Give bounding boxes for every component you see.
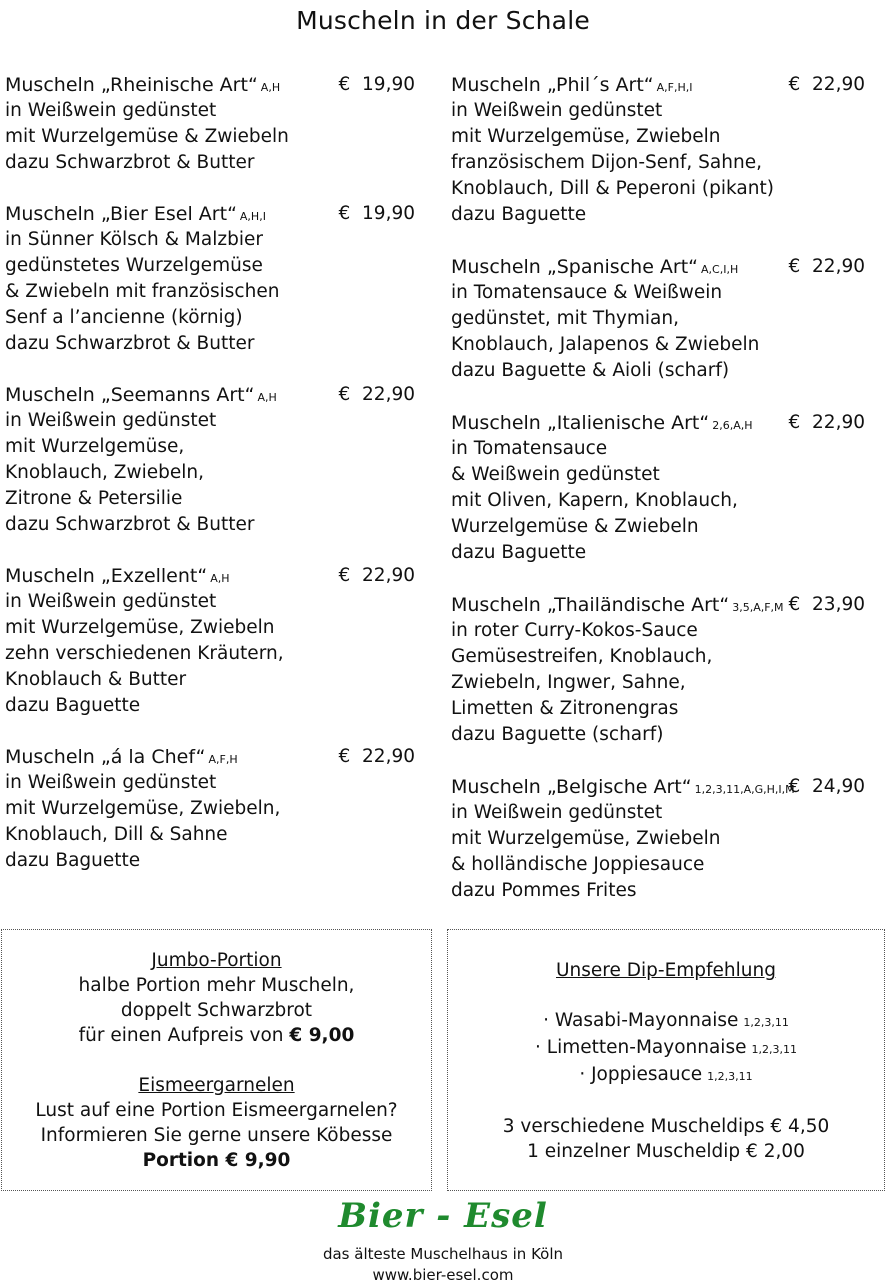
menu-item-description-line: in Weißwein gedünstet — [5, 772, 217, 793]
menu-item-description-line: Zwiebeln, Ingwer, Sahne, — [451, 672, 686, 693]
menu-item — [5, 382, 415, 538]
menu-item-header — [5, 744, 415, 770]
menu-column-left — [5, 72, 415, 874]
menu-item-header — [451, 592, 865, 618]
menu-item-description-line: in Tomatensauce & Weißwein — [451, 282, 723, 303]
menu-item-name: Muscheln „Exzellent“ — [5, 565, 208, 587]
menu-item-name: Muscheln „Spanische Art“ — [451, 256, 699, 278]
menu-item-header — [451, 254, 865, 280]
menu-item-description-line: Knoblauch & Butter — [5, 669, 187, 690]
menu-item-description-line: Wurzelgemüse & Zwiebeln — [451, 516, 699, 537]
menu-item-name: Muscheln „Bier Esel Art“ — [5, 203, 237, 225]
menu-item-description-line: in Weißwein gedünstet — [451, 100, 663, 121]
dip-item-allergens: 1,2,3,11 — [751, 1043, 797, 1056]
dip-offer: 3 verschiedene Muscheldips € 4,50 — [502, 1116, 830, 1137]
jumbo-line — [2, 1023, 431, 1048]
menu-item-header — [5, 72, 415, 98]
menu-item-description-line: mit Wurzelgemüse, Zwiebeln, — [5, 798, 281, 819]
dip-recommendation-box — [447, 929, 885, 1191]
menu-item-description-line: mit Wurzelgemüse, Zwiebeln — [451, 828, 721, 849]
menu-item-name: Muscheln „Phil´s Art“ — [451, 74, 654, 96]
menu-item-allergens: A,H — [210, 572, 230, 585]
menu-item-description-line: Knoblauch, Zwiebeln, — [5, 462, 204, 483]
menu-item-description-line: gedünstetes Wurzelgemüse — [5, 255, 263, 276]
menu-item-description-line: gedünstet, mit Thymian, — [451, 308, 679, 329]
jumbo-heading: Jumbo-Portion — [151, 950, 282, 971]
menu-item — [451, 774, 865, 904]
shrimp-price: Portion € 9,90 — [142, 1150, 291, 1171]
menu-item-name: Muscheln „Seemanns Art“ — [5, 384, 255, 406]
menu-item-description-line: französischem Dijon-Senf, Sahne, — [451, 152, 762, 173]
menu-item-allergens: A,F,H — [208, 753, 238, 766]
menu-item-description-line: dazu Schwarzbrot & Butter — [5, 514, 255, 535]
shrimp-heading: Eismeergarnelen — [138, 1075, 295, 1096]
dip-item-label: · Joppiesauce — [579, 1064, 703, 1085]
menu-item-price: € 22,90 — [338, 746, 415, 767]
menu-column-right — [451, 72, 865, 904]
menu-item-description-line: dazu Baguette & Aioli (scharf) — [451, 360, 730, 381]
menu-item-name: Muscheln „Belgische Art“ — [451, 776, 692, 798]
menu-item-description-line: dazu Baguette (scharf) — [451, 724, 664, 745]
menu-item-description-line: in Weißwein gedünstet — [451, 802, 663, 823]
jumbo-line: halbe Portion mehr Muscheln, — [78, 975, 355, 996]
menu-item-price: € 24,90 — [788, 776, 865, 797]
menu-item — [451, 592, 865, 748]
brand-logo: Bier - Esel — [338, 1196, 548, 1236]
dip-offer: 1 einzelner Muscheldip € 2,00 — [527, 1141, 805, 1162]
menu-item-price: € 22,90 — [788, 412, 865, 433]
shrimp-line: Lust auf eine Portion Eismeergarnelen? — [35, 1100, 398, 1121]
menu-item-description-line: in Weißwein gedünstet — [5, 591, 217, 612]
dip-item — [448, 1035, 884, 1062]
dip-item — [448, 1062, 884, 1089]
menu-item-description-line: & Zwiebeln mit französischen — [5, 281, 280, 302]
menu-item-description-line: dazu Schwarzbrot & Butter — [5, 152, 255, 173]
menu-item-allergens: A,C,I,H — [701, 263, 739, 276]
menu-item-description-line: mit Oliven, Kapern, Knoblauch, — [451, 490, 738, 511]
menu-item — [5, 563, 415, 719]
dips-heading: Unsere Dip-Empfehlung — [556, 960, 776, 981]
menu-item-name: Muscheln „á la Chef“ — [5, 746, 206, 768]
menu-item-price: € 22,90 — [338, 384, 415, 405]
menu-item-description-line: Senf a l’ancienne (körnig) — [5, 307, 243, 328]
menu-item-description-line: in Weißwein gedünstet — [5, 410, 217, 431]
menu-item-description-line: dazu Pommes Frites — [451, 880, 637, 901]
menu-item-description-line: zehn verschiedenen Kräutern, — [5, 643, 284, 664]
menu-item — [451, 410, 865, 566]
menu-item-description-line: in Sünner Kölsch & Malzbier — [5, 229, 263, 250]
menu-item-name: Muscheln „Rheinische Art“ — [5, 74, 258, 96]
menu-item-description-line: mit Wurzelgemüse, Zwiebeln — [5, 617, 275, 638]
menu-item-allergens: A,H,I — [239, 210, 266, 223]
menu-item-price: € 19,90 — [338, 203, 415, 224]
menu-item-description-line: Zitrone & Petersilie — [5, 488, 183, 509]
menu-item-description-line: dazu Baguette — [451, 542, 587, 563]
menu-item-description-line: mit Wurzelgemüse, Zwiebeln — [451, 126, 721, 147]
menu-item-allergens: 3,5,A,F,M — [732, 601, 784, 614]
menu-item-description-line: Limetten & Zitronengras — [451, 698, 679, 719]
menu-item-description-line: Knoblauch, Dill & Sahne — [5, 824, 228, 845]
menu-item — [451, 254, 865, 384]
menu-item-description-line: dazu Baguette — [5, 850, 141, 871]
menu-item-description-line: Knoblauch, Dill & Peperoni (pikant) — [451, 178, 774, 199]
menu-item-description-line: mit Wurzelgemüse, — [5, 436, 185, 457]
menu-item-header — [5, 382, 415, 408]
menu-item — [5, 201, 415, 357]
dip-item — [448, 1008, 884, 1035]
shrimp-line: Informieren Sie gerne unsere Köbesse — [40, 1125, 393, 1146]
menu-item-description-line: in Tomatensauce — [451, 438, 608, 459]
menu-item-header — [451, 410, 865, 436]
menu-item — [451, 72, 865, 228]
tagline: das älteste Muschelhaus in Köln — [322, 1245, 564, 1263]
dip-item-allergens: 1,2,3,11 — [707, 1070, 753, 1083]
jumbo-line: doppelt Schwarzbrot — [120, 1000, 313, 1021]
menu-item-allergens: A,H — [260, 81, 281, 94]
menu-item-description-line: in roter Curry-Kokos-Sauce — [451, 620, 698, 641]
menu-item-price: € 19,90 — [338, 74, 415, 95]
menu-item-description-line: dazu Schwarzbrot & Butter — [5, 333, 255, 354]
dip-item-label: · Wasabi-Mayonnaise — [543, 1010, 739, 1031]
menu-item-price: € 22,90 — [788, 74, 865, 95]
menu-item-header — [451, 774, 865, 800]
menu-item-header — [5, 563, 415, 589]
menu-item-price: € 23,90 — [788, 594, 865, 615]
menu-item-description-line: & Weißwein gedünstet — [451, 464, 660, 485]
menu-item — [5, 72, 415, 176]
menu-item-description-line: Gemüsestreifen, Knoblauch, — [451, 646, 713, 667]
menu-item-description-line: Knoblauch, Jalapenos & Zwiebeln — [451, 334, 760, 355]
jumbo-portion-box — [1, 929, 432, 1191]
menu-item-description-line: dazu Baguette — [451, 204, 587, 225]
dip-list — [448, 1008, 884, 1089]
page-title: Muscheln in der Schale — [296, 6, 590, 35]
menu-item-name: Muscheln „Thailändische Art“ — [451, 594, 730, 616]
menu-item-description-line: mit Wurzelgemüse & Zwiebeln — [5, 126, 289, 147]
dip-item-allergens: 1,2,3,11 — [743, 1016, 789, 1029]
menu-item-name: Muscheln „Italienische Art“ — [451, 412, 710, 434]
menu-item-header — [451, 72, 865, 98]
menu-item-description-line: dazu Baguette — [5, 695, 141, 716]
menu-item-allergens: A,H — [257, 391, 277, 404]
menu-item-price: € 22,90 — [338, 565, 415, 586]
jumbo-price-prefix: für einen Aufpreis von — [78, 1025, 290, 1046]
menu-item-allergens: A,F,H,I — [656, 81, 693, 94]
menu-item-price: € 22,90 — [788, 256, 865, 277]
menu-item-description-line: & holländische Joppiesauce — [451, 854, 705, 875]
website-link[interactable]: www.bier-esel.com — [372, 1266, 514, 1284]
menu-item-header — [5, 201, 415, 227]
dip-item-label: · Limetten-Mayonnaise — [535, 1037, 747, 1058]
jumbo-price: € 9,00 — [289, 1025, 355, 1046]
menu-item-allergens: 2,6,A,H — [712, 419, 753, 432]
menu-item-description-line: in Weißwein gedünstet — [5, 100, 217, 121]
menu-item-allergens: 1,2,3,11,A,G,H,I,M — [694, 783, 795, 796]
menu-item — [5, 744, 415, 874]
